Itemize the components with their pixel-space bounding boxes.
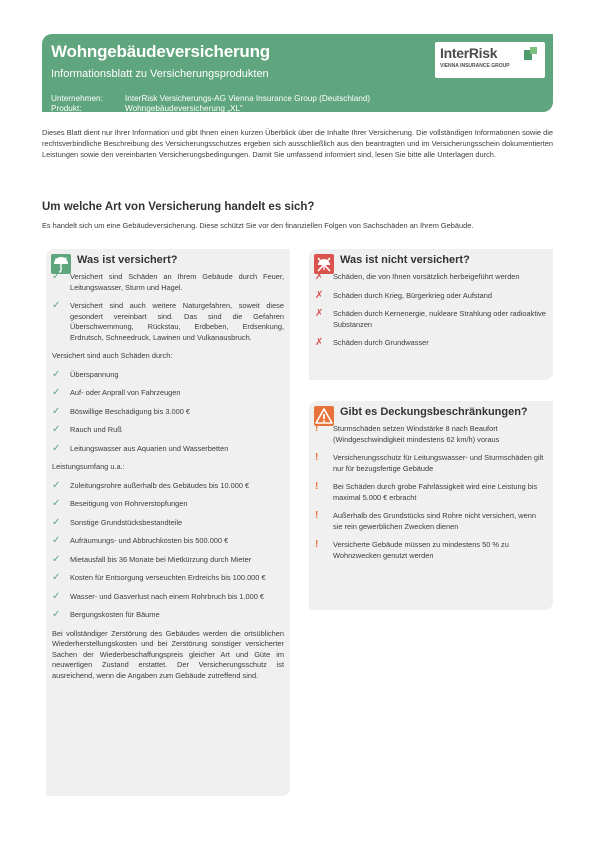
check-icon: ✓ xyxy=(52,498,61,509)
list-item: ! Sturmschäden setzen Windstärke 8 nach Beaufort (Windgeschwindigkeit mindestens 62 km/h) voraus xyxy=(315,423,500,444)
restrictions-title: Gibt es Deckungsbeschränkungen? xyxy=(340,406,528,418)
list-item: ✓ Sonstige Grundstücksbestandteile xyxy=(52,516,183,528)
insured-title: Was ist versichert? xyxy=(77,254,178,266)
list-item: ✗ Schäden durch Grundwasser xyxy=(315,337,429,348)
not-insured-list xyxy=(315,272,547,357)
document-title: Wohngebäudeversicherung xyxy=(51,42,270,61)
cross-icon: ✗ xyxy=(315,289,324,301)
check-icon: ✓ xyxy=(52,553,61,565)
list-item: ✓ Aufräumungs- und Abbruchkosten bis 500.000 € xyxy=(52,535,229,546)
product-value: Wohngebäudeversicherung „XL“ xyxy=(125,104,243,112)
logo-mark-icon xyxy=(524,47,537,60)
list-item: ✓ Versichert sind auch weitere Naturgefahren, soweit diese gesondert vereinbart sind. Das sind die Gefahren Überschwemmung, Rückstau, Erdbeben, Erdsenkung, Erdrutsch, Schneedruck, Lawinen und Vulkanausbruch. xyxy=(52,300,284,342)
check-icon: ✓ xyxy=(52,405,61,417)
restrictions-list xyxy=(315,424,547,569)
list-item: ! Außerhalb des Grundstücks sind Rohre nicht versichert, wenn sie rein gewerblichen Zwecken dienen xyxy=(315,510,536,531)
check-icon: ✓ xyxy=(52,442,61,454)
list-item: ✗ Schäden, die von Ihnen vorsätzlich herbeigeführt werden xyxy=(315,271,520,282)
list-item: ! Versicherungsschutz für Leitungswasser- und Sturmschäden gilt nur für bezugsfertige Gebäude xyxy=(315,452,544,473)
restrictions-box xyxy=(309,401,553,610)
not-insured-title: Was ist nicht versichert? xyxy=(340,254,470,266)
insured-box xyxy=(46,249,290,796)
list-item: ! Bei Schäden durch grobe Fahrlässigkeit wird eine Leistung bis maximal 5.000 € erbracht xyxy=(315,481,538,502)
cross-icon: ✗ xyxy=(315,271,324,282)
check-icon: ✓ xyxy=(52,535,61,546)
also-heading: Versichert sind auch Schäden durch: xyxy=(52,351,173,360)
header-banner xyxy=(42,34,553,112)
list-item: ✓ Versichert sind Schäden an Ihrem Gebäude durch Feuer, Leitungswasser, Sturm und Hagel. xyxy=(52,271,284,292)
list-item: ✗ Schäden durch Krieg, Bürgerkrieg oder Aufstand xyxy=(315,289,492,301)
section-text: Es handelt sich um eine Gebäudeversicherung. Diese schützt Sie vor den finanziellen Folgen von Sachschäden an Ihrem Gebäude. xyxy=(42,221,474,230)
exclamation-icon: ! xyxy=(315,481,319,492)
check-icon: ✓ xyxy=(52,271,61,282)
list-item: ✗ Schäden durch Kernenergie, nukleare Strahlung oder radioaktive Substanzen xyxy=(315,308,546,329)
list-item: ✓ Bergungskosten für Bäume xyxy=(52,609,160,620)
list-item: ✓ Leitungswasser aus Aquarien und Wasserbetten xyxy=(52,442,229,454)
exclamation-icon: ! xyxy=(315,539,319,550)
check-icon: ✓ xyxy=(52,300,61,311)
list-item: ✓ Auf- oder Anprall von Fahrzeugen xyxy=(52,387,181,398)
check-icon: ✓ xyxy=(52,387,61,398)
exclamation-icon: ! xyxy=(315,423,319,434)
interrisk-logo xyxy=(435,42,545,78)
exclamation-icon: ! xyxy=(315,510,319,521)
not-insured-box xyxy=(309,249,553,380)
check-icon: ✓ xyxy=(52,572,61,583)
cross-icon: ✗ xyxy=(315,337,324,348)
intro-text: Dieses Blatt dient nur Ihrer Information und gibt Ihnen einen kurzen Überblick über die Inhalte Ihrer Versicherung. Die vollständigen Informationen sowie die rechtsverbindliche Beschreibung des Versicherungsschutzes ergeben sich ausschließlich aus den beantragten und im Versicherungsschein dokumentierten Leistungen sowie den vereinbarten Versicherungsbedingungen. Damit Sie umfassend informiert sind, lesen Sie bitte alle Unterlagen durch. xyxy=(42,128,553,159)
company-value: InterRisk Versicherungs-AG Vienna Insurance Group (Deutschland) xyxy=(125,94,371,103)
scope-heading: Leistungsumfang u.a.: xyxy=(52,462,125,471)
list-item: ✓ Rauch und Ruß xyxy=(52,424,122,435)
list-item: ✓ Beseitigung von Rohrverstopfungen xyxy=(52,498,188,509)
check-icon: ✓ xyxy=(52,516,61,528)
product-label: Produkt: xyxy=(51,104,82,112)
check-icon: ✓ xyxy=(52,424,61,435)
list-item: ✓ Überspannung xyxy=(52,368,119,380)
list-item: ✓ Mietausfall bis 36 Monate bei Mietkürzung durch Mieter xyxy=(52,553,252,565)
logo-brand: InterRisk xyxy=(440,45,498,61)
check-icon: ✓ xyxy=(52,479,61,491)
closing-text: Bei vollständiger Zerstörung des Gebäudes werden die ortsüblichen Wiederherstellungskosten und bei Zerstörung sonstiger versicherter Sachen der Wiederbeschaffungspreis gleicher Art und Güte im neuwertigen Zustand erstattet. Der Versicherungsschutz ist ausreichend, wenn die Angaben zum Gebäude zutreffend sind. xyxy=(52,628,284,680)
company-label: Unternehmen: xyxy=(51,94,103,103)
logo-tagline: VIENNA INSURANCE GROUP xyxy=(440,63,510,69)
list-item: ! Versicherte Gebäude müssen zu mindestens 50 % zu Wohnzwecken genutzt werden xyxy=(315,539,509,560)
cross-icon: ✗ xyxy=(315,308,324,319)
check-icon: ✓ xyxy=(52,590,61,602)
section-heading: Um welche Art von Versicherung handelt es sich? xyxy=(42,201,315,213)
header-meta xyxy=(51,94,370,112)
list-item: ✓ Wasser- und Gasverlust nach einem Rohrbruch bis 1.000 € xyxy=(52,590,265,602)
document-subtitle: Informationsblatt zu Versicherungsprodukten xyxy=(51,68,269,80)
insured-list xyxy=(52,272,284,681)
list-item: ✓ Zuleitungsrohre außerhalb des Gebäudes bis 10.000 € xyxy=(52,479,250,491)
list-item: ✓ Kosten für Entsorgung verseuchten Erdreichs bis 100.000 € xyxy=(52,572,266,583)
list-item: ✓ Böswillige Beschädigung bis 3.000 € xyxy=(52,405,190,417)
check-icon: ✓ xyxy=(52,609,61,620)
check-icon: ✓ xyxy=(52,368,61,380)
exclamation-icon: ! xyxy=(315,452,319,463)
